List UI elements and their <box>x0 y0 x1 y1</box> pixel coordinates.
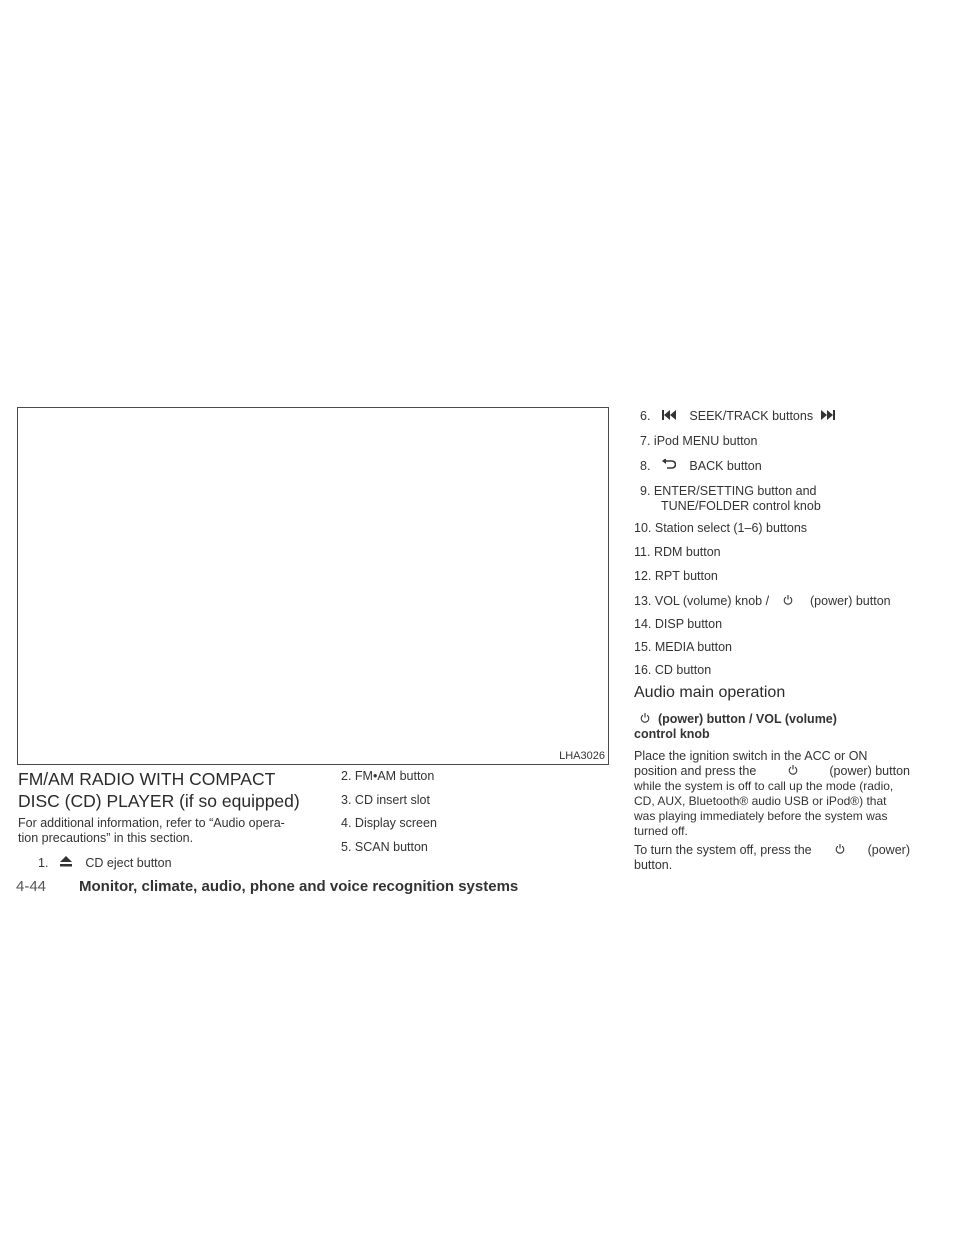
paragraph-line: button. <box>634 858 673 872</box>
power-icon <box>640 712 650 727</box>
list-item-7 <box>640 434 757 449</box>
operation-subheading-line2: control knob <box>634 727 710 742</box>
item-label: SEEK/TRACK buttons <box>689 409 814 423</box>
item-label: MEDIA button <box>654 640 732 654</box>
paragraph-line: Place the ignition switch in the ACC or ON <box>634 749 868 763</box>
operation-paragraph-1 <box>634 749 910 839</box>
list-item-8 <box>640 459 762 474</box>
item-label: FM•AM button <box>354 769 435 783</box>
item-label: CD eject button <box>85 856 172 870</box>
item-label: iPod MENU button <box>653 434 758 448</box>
paragraph-text: position and press the <box>634 764 757 778</box>
item-label: ENTER/SETTING button and <box>653 484 817 498</box>
item-label-line2: TUNE/FOLDER control knob <box>661 499 821 513</box>
item-label-suffix: (power) button <box>810 594 891 608</box>
item-number: 12. <box>634 569 652 583</box>
list-item-4 <box>341 816 437 831</box>
item-number: 3. <box>341 793 352 807</box>
list-item-9 <box>640 484 821 514</box>
list-item-10 <box>634 521 807 536</box>
item-number: 7. <box>640 434 651 448</box>
intro-line: For additional information, refer to “Audio opera- <box>18 816 285 830</box>
item-label: RPT button <box>654 569 718 583</box>
item-number: 1. <box>38 856 49 870</box>
item-number: 9. <box>640 484 651 498</box>
list-item-5 <box>341 840 428 855</box>
item-label: RDM button <box>653 545 721 559</box>
list-item-14 <box>634 617 722 632</box>
paragraph-text: (power) button <box>829 764 910 778</box>
back-arrow-icon <box>662 459 676 474</box>
subheading-text: (power) button / VOL (volume) <box>658 712 837 726</box>
section-heading <box>18 768 318 812</box>
item-number: 10. <box>634 521 652 535</box>
item-number: 2. <box>341 769 352 783</box>
chapter-title: Monitor, climate, audio, phone and voice recognition systems <box>79 878 519 895</box>
figure-frame <box>17 407 609 765</box>
item-label: CD button <box>654 663 712 677</box>
intro-paragraph <box>18 816 310 846</box>
paragraph-line: CD, AUX, Bluetooth® audio USB or iPod®) that <box>634 794 887 808</box>
list-item-1 <box>38 856 172 871</box>
item-number: 6. <box>640 409 651 423</box>
paragraph-text: (power) <box>867 843 910 857</box>
operation-subheading <box>634 712 910 742</box>
figure-label: LHA3026 <box>559 750 605 762</box>
list-item-12 <box>634 569 718 584</box>
list-item-3 <box>341 793 430 808</box>
item-number: 13. <box>634 594 652 608</box>
list-item-6 <box>640 409 845 424</box>
paragraph-text: To turn the system off, press the <box>634 843 812 857</box>
item-number: 5. <box>341 840 352 854</box>
operation-subheading-line1 <box>634 712 910 727</box>
item-number: 8. <box>640 459 651 473</box>
section-heading-line2: DISC (CD) PLAYER (if so equipped) <box>18 791 300 811</box>
item-label: VOL (volume) knob / <box>654 594 770 608</box>
eject-icon <box>60 856 72 871</box>
item-number: 4. <box>341 816 352 830</box>
item-number: 15. <box>634 640 652 654</box>
list-item-16 <box>634 663 711 678</box>
item-number: 16. <box>634 663 652 677</box>
power-icon <box>788 764 798 779</box>
paragraph-line: turned off. <box>634 824 688 838</box>
item-label: CD insert slot <box>354 793 430 807</box>
item-label: DISP button <box>654 617 723 631</box>
list-item-15 <box>634 640 732 655</box>
item-number: 14. <box>634 617 652 631</box>
item-number: 11. <box>634 545 651 559</box>
section-heading-line1: FM/AM RADIO WITH COMPACT <box>18 769 276 789</box>
operation-heading: Audio main operation <box>634 684 786 701</box>
seek-forward-icon <box>821 409 835 424</box>
intro-line: tion precautions” in this section. <box>18 831 194 845</box>
list-item-11 <box>634 545 721 560</box>
list-item-2 <box>341 769 434 784</box>
paragraph-line: was playing immediately before the system was <box>634 809 888 823</box>
paragraph-line <box>634 764 910 779</box>
item-label: Station select (1–6) buttons <box>654 521 808 535</box>
paragraph-line <box>634 843 910 858</box>
paragraph-line: while the system is off to call up the mode (radio, <box>634 779 894 793</box>
page-number: 4-44 <box>16 878 47 895</box>
item-label: SCAN button <box>354 840 428 854</box>
power-icon <box>835 843 845 858</box>
item-label: Display screen <box>354 816 437 830</box>
seek-back-icon <box>662 409 676 424</box>
list-item-13 <box>634 594 891 609</box>
power-icon <box>783 594 793 609</box>
item-label: BACK button <box>689 459 762 473</box>
operation-paragraph-2 <box>634 843 910 873</box>
